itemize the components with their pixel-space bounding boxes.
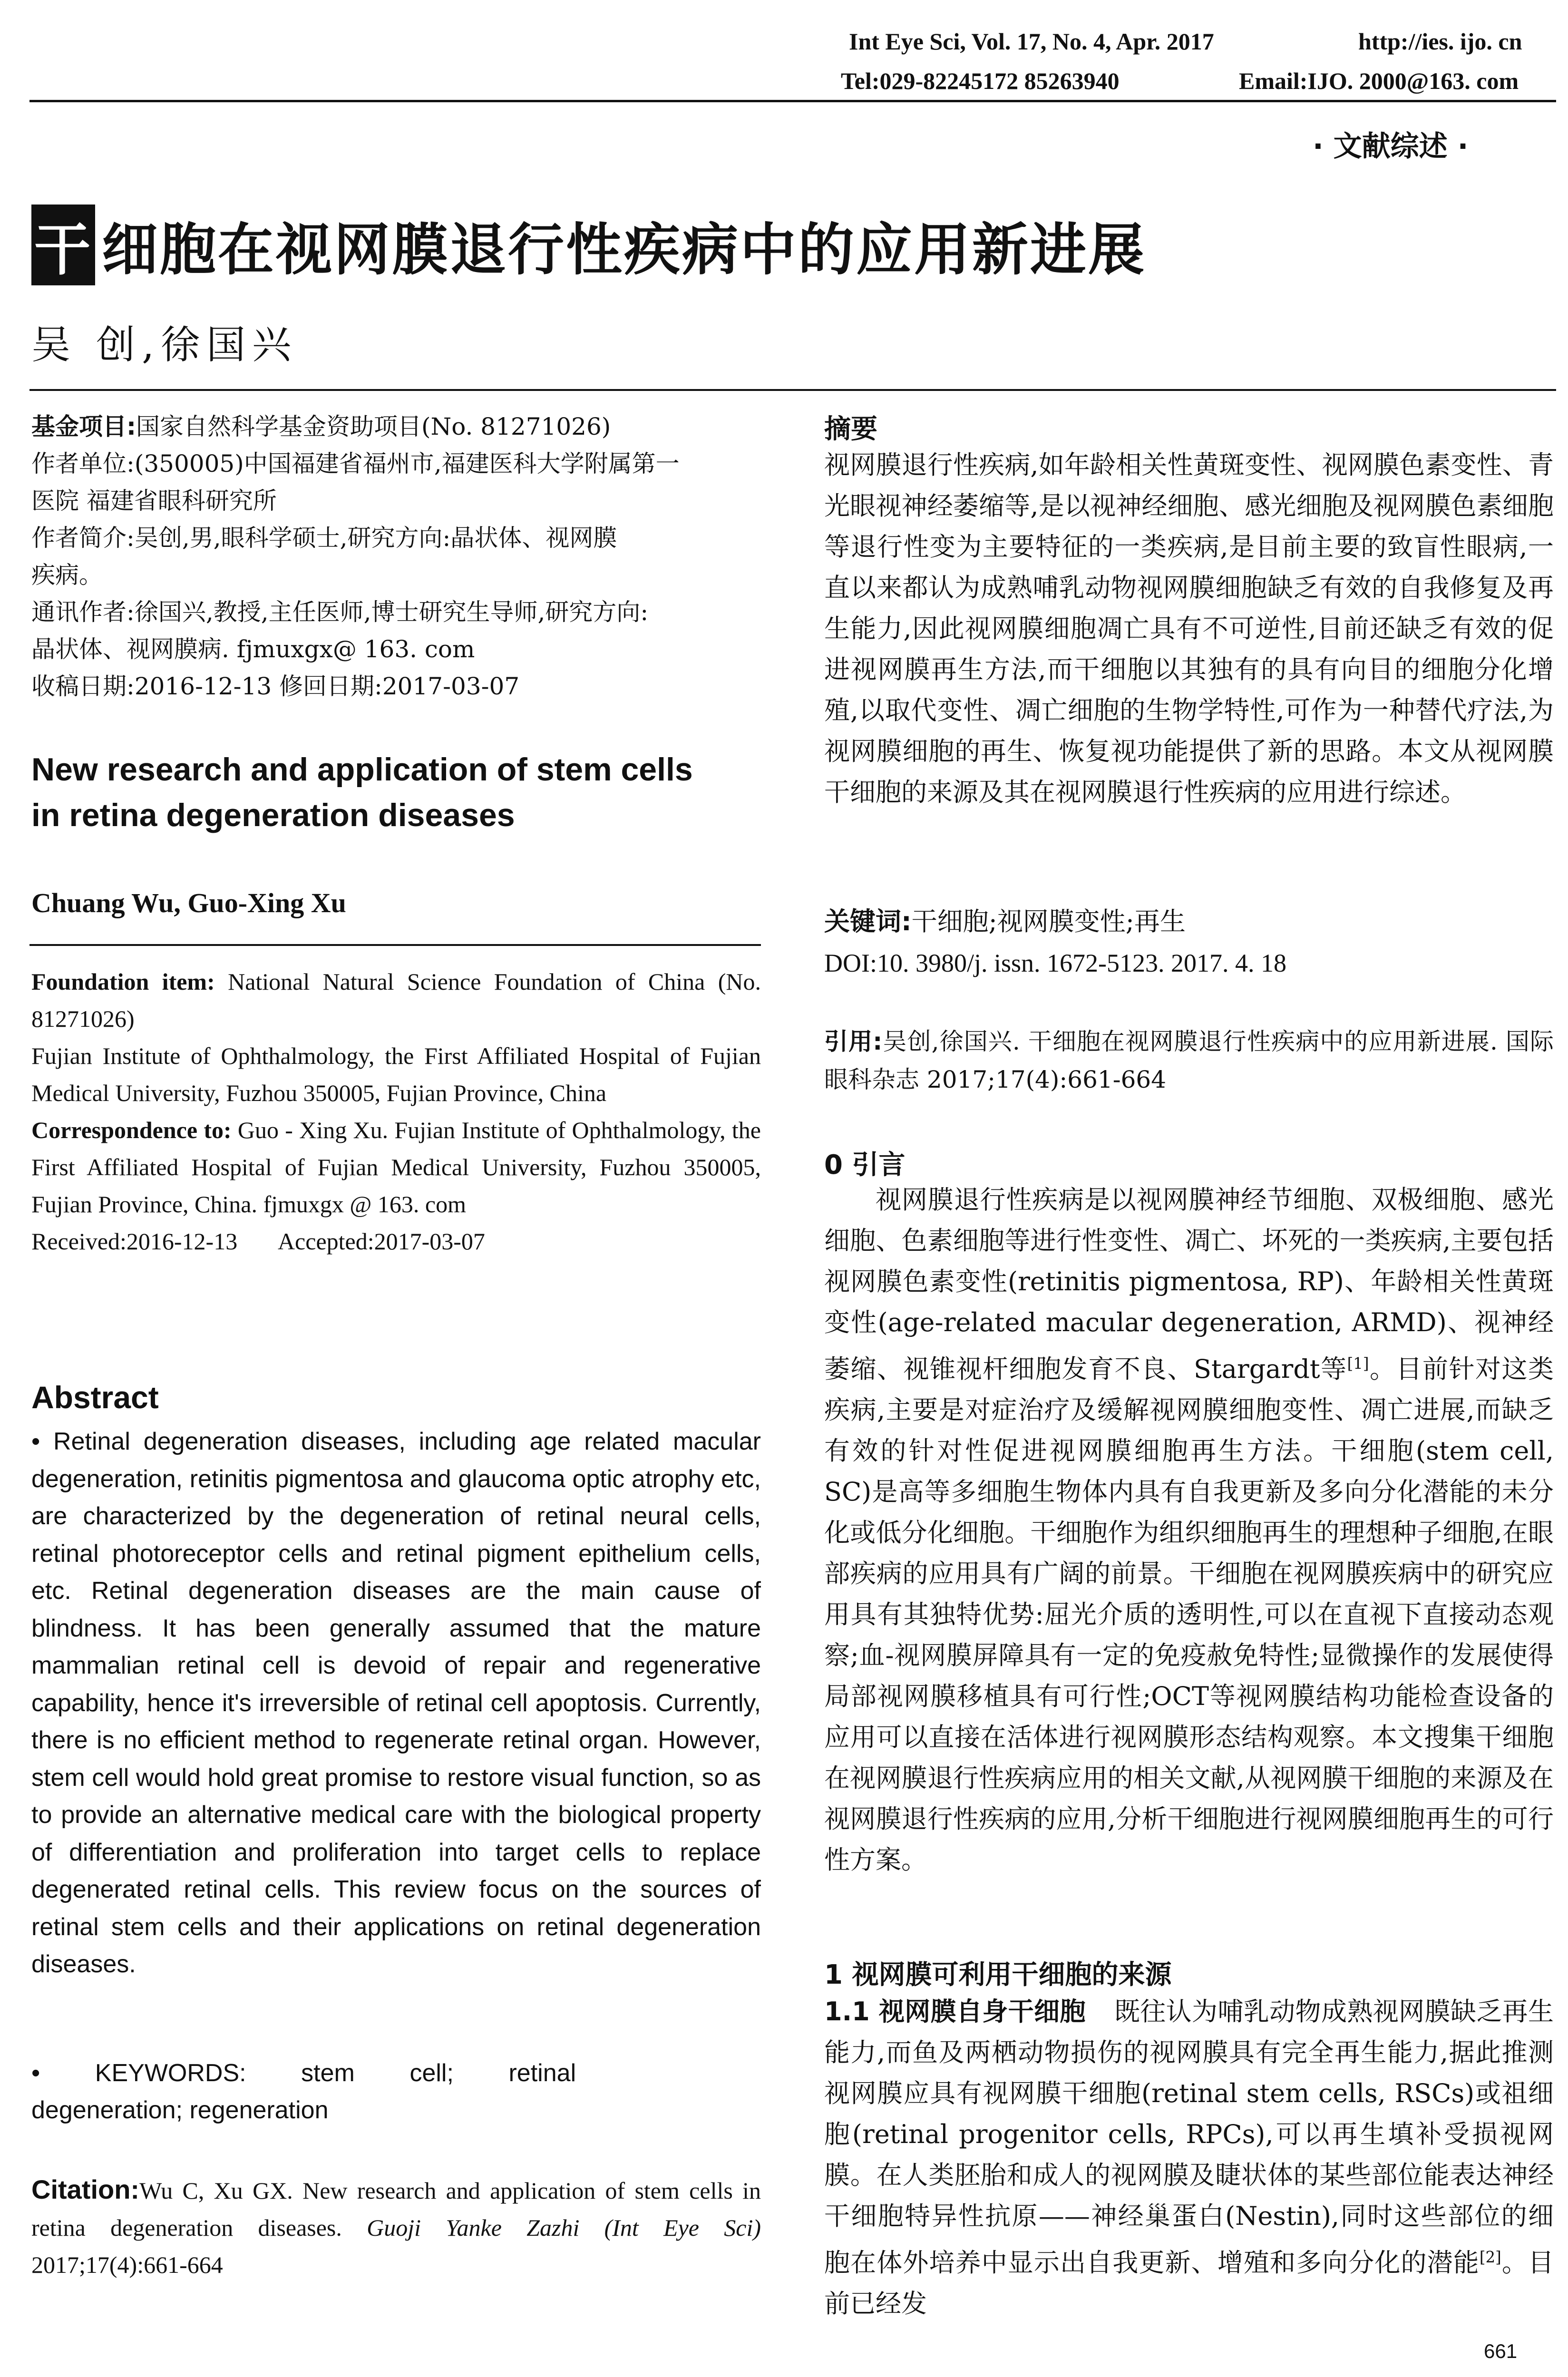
citation-text: Wu C, Xu GX. New research and application of stem cells in retina degeneration diseases. (31, 2177, 761, 2241)
journal-header-line2-left: Tel:029-82245172 85263940 (841, 68, 1120, 94)
keywords-cn (824, 901, 1554, 942)
citation-cn-text: 吴创,徐国兴. 干细胞在视网膜退行性疾病中的应用新进展. 国际眼科杂志 2017;17(4):661-664 (824, 1028, 1554, 1093)
info-cn-label: 基金项目: (31, 413, 136, 440)
article-title (31, 205, 1146, 285)
abstract-cn-body: 视网膜退行性疾病,如年龄相关性黄斑变性、视网膜色素变性、青光眼视神经萎缩等,是以视神经细胞、感光细胞及视网膜色素细胞等退行性变为主要特征的一类疾病,是目前主要的致盲性眼病,一直以来都认为成熟哺乳动物视网膜细胞缺乏有效的自我修复及再生能力,因此视网膜细胞凋亡具有不可逆性,目前还缺乏有效的促进视网膜再生方法,而干细胞以其独有的具有向目的细胞分化增殖,以取代变性、凋亡细胞的生物学特性,可作为一种替代疗法,为视网膜细胞的再生、恢复视功能提供了新的思路。本文从视网膜干细胞的来源及其在视网膜退行性疾病的应用进行综述。 (824, 450, 1554, 807)
section-1-1-heading: 1.1 视网膜自身干细胞 (824, 1997, 1086, 2026)
citation-label: Citation: (31, 2174, 140, 2204)
intro-heading: 0 引言 (824, 1150, 906, 1180)
section-1-1-tail: 。目前已经发 (824, 2248, 1554, 2319)
title-drop-char: 干 (31, 205, 95, 285)
info-cn-line: 作者简介:吴创,男,眼科学硕士,研究方向:晶状体、视网膜 (31, 524, 617, 552)
keywords-cn-label: 关键词: (824, 906, 912, 936)
page-number: 661 (1484, 2340, 1518, 2362)
citation-cn-label: 引用: (824, 1028, 883, 1055)
section-1-1-ref: [2] (1479, 2248, 1501, 2266)
info-cn-line: 疾病。 (31, 561, 103, 589)
correspondence-text: Guo - Xing Xu. Fujian Institute of Ophthalmology, the First Affiliated Hospital of Fujian Medical University, Fuzhou 350005, Fujian Province, China. fjmuxgx @ 163. com (31, 1117, 761, 1218)
info-cn-line: 收稿日期:2016-12-13 修回日期:2017-03-07 (31, 672, 520, 700)
info-cn-block (31, 408, 764, 705)
correspondence-label: Correspondence to: (31, 1117, 232, 1143)
section-label: · 文献综述 · (1313, 130, 1469, 163)
title-text: 细胞在视网膜退行性疾病中的应用新进展 (102, 217, 1147, 283)
citation-en (31, 2171, 761, 2283)
english-title-line: in retina degeneration diseases (31, 797, 515, 833)
intro-p1-text: 视网膜退行性疾病是以视网膜神经节细胞、双极细胞、感光细胞、色素细胞等进行性变性、凋亡、坏死的一类疾病,主要包括视网膜色素变性(retinitis pigmentosa, RP)、年龄相关性黄斑变性(age-related macular degeneration, ARMD)、视神经萎缩、视锥视杆细胞发育不良、Stargardt等 (824, 1185, 1554, 1384)
foundation-item (31, 963, 761, 1037)
abstract-heading: Abstract (31, 1380, 159, 1415)
title-rule (29, 389, 1556, 391)
english-info-block (31, 963, 761, 1260)
info-cn-line: 通讯作者:徐国兴,教授,主任医师,博士研究生导师,研究方向: (31, 598, 649, 626)
journal-header-line1-left: Int Eye Sci, Vol. 17, No. 4, Apr. 2017 (849, 28, 1214, 55)
citation-journal: Guoji Yanke Zazhi (Int Eye Sci) (367, 2214, 761, 2241)
info-cn-line: 医院 福建省眼科研究所 (31, 487, 277, 515)
intro-p1b-text: 。目前针对这类疾病,主要是对症治疗及缓解视网膜细胞变性、凋亡进展,而缺乏有效的针对性促进视网膜细胞再生方法。干细胞(stem cell, SC)是高等多细胞生物体内具有自我更新及多向分化潜能的未分化或低分化细胞。干细胞作为组织细胞再生的理想种子细胞,在眼部疾病的应用具有广阔的前景。干细胞在视网膜疾病中的研究应用具有其独特优势:屈光介质的透明性,可以在直视下直接动态观察;血-视网膜屏障具有一定的免疫赦免特性;显微操作的发展使得局部视网膜移植具有可行性;OCT等视网膜结构功能检查设备的应用可以直接在活体进行视网膜形态结构观察。本文搜集干细胞在视网膜退行性疾病应用的相关文献,从视网膜干细胞的来源及在视网膜退行性疾病的应用,分析干细胞进行视网膜细胞再生的可行性方案。 (824, 1354, 1554, 1875)
doi: DOI:10. 3980/j. issn. 1672-5123. 2017. 4. 18 (824, 949, 1286, 977)
keywords-cn-text: 干细胞;视网膜变性;再生 (911, 906, 1186, 936)
section-1-heading: 1 视网膜可利用干细胞的来源 (824, 1959, 1172, 1990)
abstract-cn-heading: 摘要 (824, 414, 877, 445)
foundation-label: Foundation item: (31, 968, 215, 995)
english-authors: Chuang Wu, Guo-Xing Xu (31, 887, 346, 918)
received-accepted: Received:2016-12-13 Accepted:2017-03-07 (31, 1228, 485, 1255)
keywords-en-line1: • KEYWORDS: stem cell; retinal (31, 2059, 576, 2087)
section-1-1-text: 既往认为哺乳动物成熟视网膜缺乏再生能力,而鱼及两栖动物损伤的视网膜具有完全再生能力,据此推测视网膜应具有视网膜干细胞(retinal stem cells, RSCs)或祖细胞(retinal progenitor cells, RPCs),可以再生填补受损视网膜。在人类胚胎和成人的视网膜及睫状体的某些部位能表达神经干细胞特异性抗原——神经巢蛋白(Nestin),同时这些部位的细胞在体外培养中显示出自我更新、增殖和多向分化的潜能 (824, 1997, 1554, 2278)
english-title-line: New research and application of stem cells (31, 751, 693, 788)
citation-tail: 2017;17(4):661-664 (31, 2251, 223, 2278)
header-rule (29, 100, 1556, 102)
english-title (31, 747, 773, 838)
left-column-rule (29, 944, 761, 946)
intro-paragraph-1 (824, 1179, 1554, 1880)
info-cn-line (31, 408, 764, 445)
institute: Fujian Institute of Ophthalmology, the First Affiliated Hospital of Fujian Medical University, Fuzhou 350005, Fujian Province, China (31, 1042, 761, 1106)
foundation-text: National Natural Science Foundation of China (No. 81271026) (31, 968, 761, 1032)
journal-header-line2-right: Email:IJO. 2000@163. com (1239, 68, 1519, 94)
info-cn-text: 国家自然科学基金资助项目(No. 81271026) (136, 413, 611, 440)
authors-cn: 吴 创,徐国兴 (31, 322, 298, 368)
intro-p1-ref: [1] (1347, 1354, 1369, 1373)
info-cn-line: 晶状体、视网膜病. fjmuxgx@ 163. com (31, 635, 475, 663)
journal-header-line1-right: http://ies. ijo. cn (1358, 28, 1522, 55)
correspondence (31, 1111, 761, 1223)
keywords-en-line2: degeneration; regeneration (31, 2096, 329, 2124)
section-1-1-paragraph (824, 1991, 1554, 2324)
info-cn-line: 作者单位:(350005)中国福建省福州市,福建医科大学附属第一 (31, 450, 680, 477)
citation-cn (824, 1023, 1554, 1099)
abstract-body: • Retinal degeneration diseases, including age related macular degeneration, retinitis pigmentosa and glaucoma optic atrophy etc, are characterized by the degeneration of retinal neural cells, retinal photoreceptor cells and retinal pigment epithelium cells, etc. Retinal degeneration diseases are the main cause of blindness. It has been generally assumed that the mature mammalian retinal cell is devoid of repair and regenerative capability, hence it's irreversible of retinal cell apoptosis. Currently, there is no efficient method to regenerate retinal organ. However, stem cell would hold great promise to restore visual function, so as to provide an alternative medical care with the biological property of differentiation and proliferation into target cells to replace degenerated retinal cells. This review focus on the sources of retinal stem cells and their applications on retinal degeneration diseases. (31, 1428, 761, 1978)
